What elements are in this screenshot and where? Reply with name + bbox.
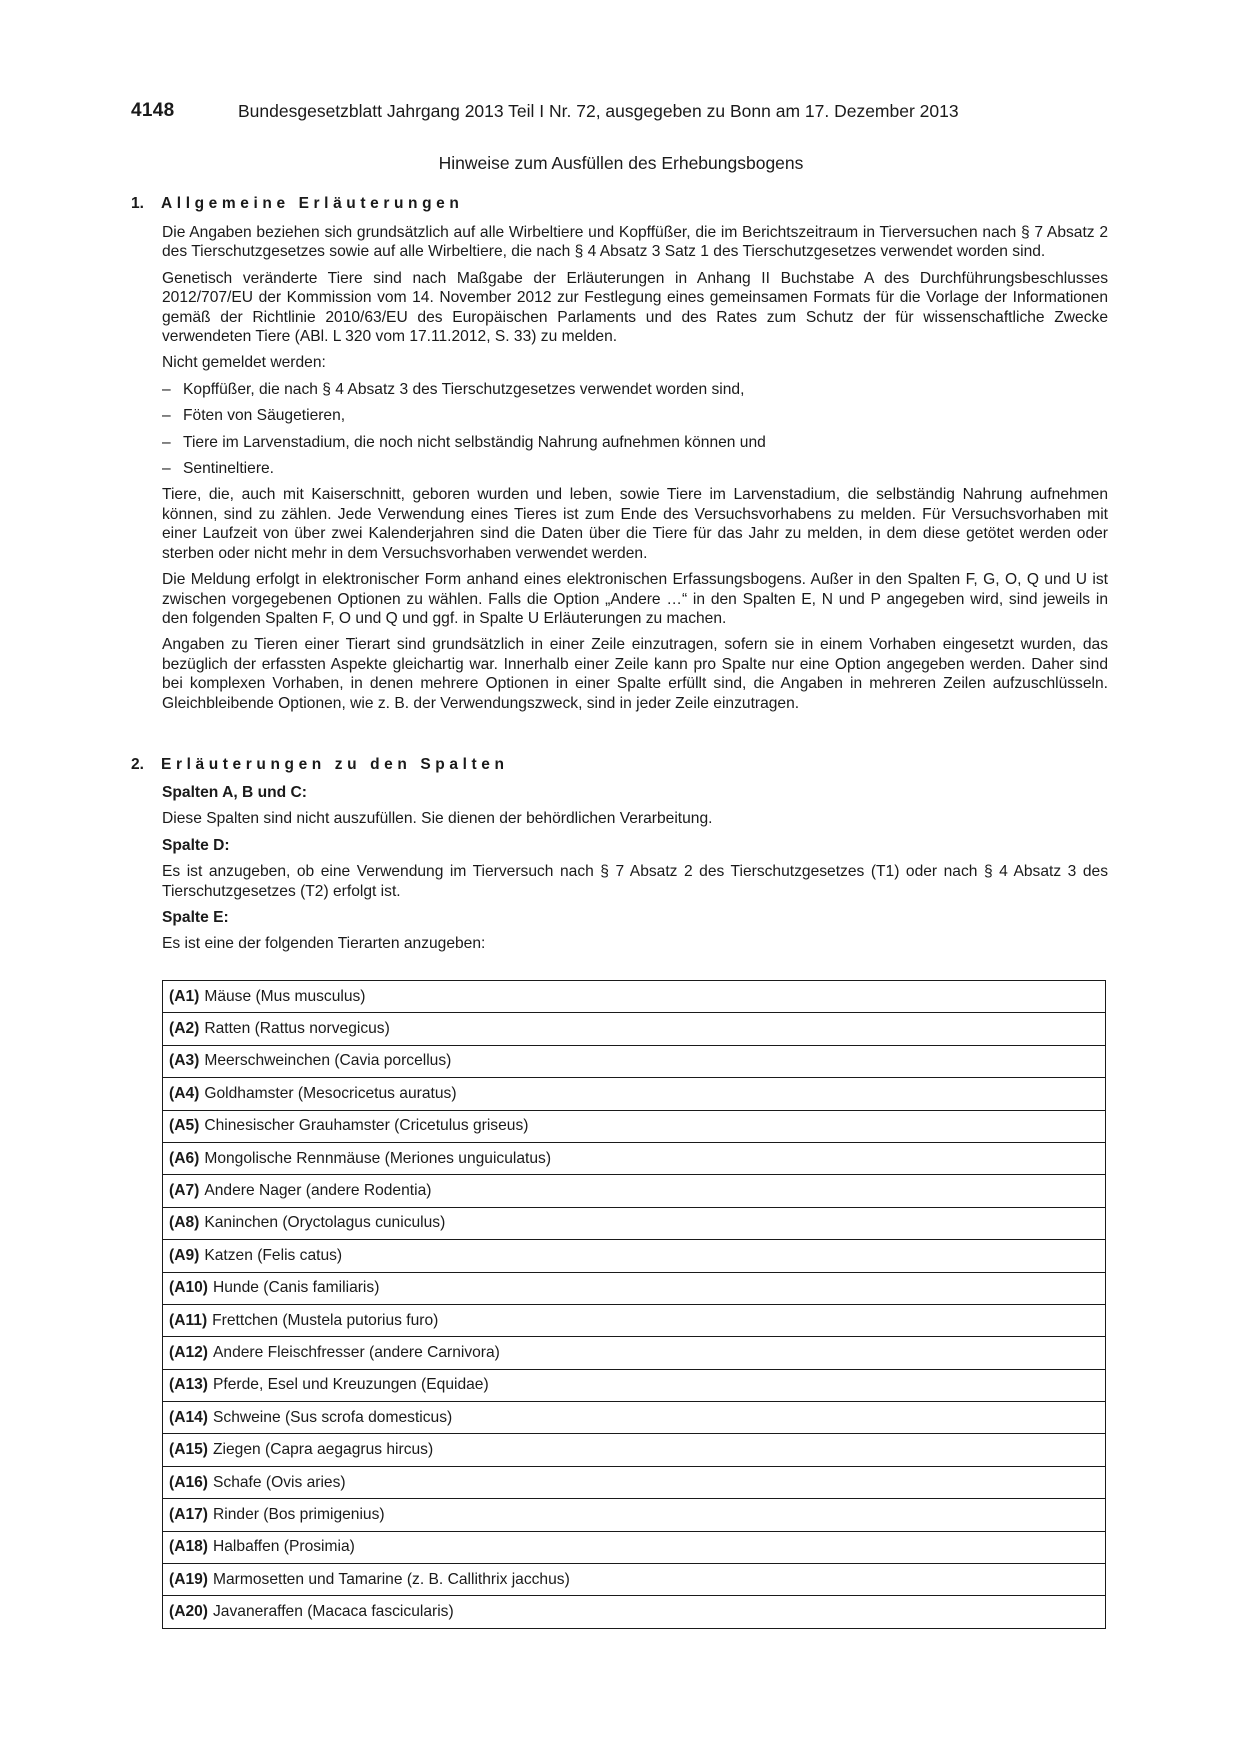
species-name: Ziegen (Capra aegagrus hircus)	[213, 1441, 434, 1459]
table-row	[163, 1499, 1106, 1531]
species-name: Rinder (Bos primigenius)	[213, 1505, 385, 1523]
paragraph: Angaben zu Tieren einer Tierart sind grundsätzlich in einer Zeile einzutragen, sofern sie in einem Vorhaben eingesetzt wurden, das bezüglich der erfassten Aspekte gleichartig war. Innerhalb einer Zeile kann pro Spalte nur eine Option angegeben werden. Daher sind bei komplexen Vorhaben, in denen mehrere Optionen in einer Spalte erfüllt sind, die Angaben in mehreren Zeilen aufzuschlüsseln. Gleichbleibende Optionen, wie z. B. der Verwendungszweck, sind in jeder Zeile einzutragen.	[162, 636, 1108, 712]
species-code: (A4)	[169, 1084, 200, 1102]
species-code: (A15)	[169, 1441, 208, 1459]
species-name: Javaneraffen (Macaca fascicularis)	[213, 1603, 454, 1621]
species-name: Marmosetten und Tamarine (z. B. Callithrix jacchus)	[213, 1570, 570, 1588]
section-2-body	[162, 783, 1108, 954]
dash-marker: –	[162, 380, 171, 398]
species-name: Frettchen (Mustela putorius furo)	[212, 1311, 439, 1329]
table-row	[163, 1337, 1106, 1369]
subheading-column-e: Spalte E:	[162, 909, 229, 927]
species-code: (A6)	[169, 1149, 200, 1167]
species-name: Katzen (Felis catus)	[204, 1246, 343, 1264]
table-cell	[163, 1142, 1106, 1174]
table-cell	[163, 1207, 1106, 1239]
paragraph: Die Angaben beziehen sich grundsätzlich auf alle Wirbeltiere und Kopffüßer, die im Berichtszeitraum in Tierversuchen nach § 7 Absatz 2 des Tierschutzgesetzes sowie auf alle Wirbeltiere, die nach § 4 Absatz 3 Satz 1 des Tierschutzgesetzes verwendet worden sind.	[162, 224, 1108, 261]
species-code: (A17)	[169, 1505, 208, 1523]
list-item	[162, 433, 1108, 452]
table-cell	[163, 1402, 1106, 1434]
running-head: Bundesgesetzblatt Jahrgang 2013 Teil I Nr. 72, ausgegeben zu Bonn am 17. Dezember 2013	[238, 101, 959, 121]
table-cell	[163, 1013, 1106, 1045]
table-row	[163, 1110, 1106, 1142]
section-2-heading	[131, 756, 509, 774]
species-code: (A1)	[169, 987, 200, 1005]
table-cell	[163, 1596, 1106, 1628]
table-row	[163, 1402, 1106, 1434]
table-cell	[163, 1499, 1106, 1531]
paragraph: Nicht gemeldet werden:	[162, 354, 326, 372]
species-code: (A14)	[169, 1408, 208, 1426]
page-number: 4148	[131, 100, 175, 121]
table-cell	[163, 1369, 1106, 1401]
dash-marker: –	[162, 433, 171, 451]
table-cell	[163, 1564, 1106, 1596]
section-2-title: Erläuterungen zu den Spalten	[161, 756, 509, 773]
species-name: Chinesischer Grauhamster (Cricetulus griseus)	[204, 1117, 529, 1135]
list-item-text: Sentineltiere.	[183, 460, 275, 478]
table-cell	[163, 1240, 1106, 1272]
table-row	[163, 1045, 1106, 1077]
paragraph: Genetisch veränderte Tiere sind nach Maßgabe der Erläuterungen in Anhang II Buchstabe A des Durchführungsbeschlusses 2012/707/EU der Kommission vom 14. November 2012 zur Festlegung eines gemeinsamen Formats für die Vorlage der Informationen gemäß der Richtlinie 2010/63/EU des Europäischen Parlaments und des Rates zum Schutz der für wissenschaftliche Zwecke verwendeten Tiere (ABl. L 320 vom 17.11.2012, S. 33) zu melden.	[162, 269, 1108, 346]
dash-marker: –	[162, 460, 171, 478]
paragraph: Diese Spalten sind nicht auszufüllen. Sie dienen der behördlichen Verarbeitung.	[162, 810, 713, 828]
species-code: (A16)	[169, 1473, 208, 1491]
species-name: Mongolische Rennmäuse (Meriones unguiculatus)	[204, 1149, 552, 1167]
species-code: (A20)	[169, 1603, 208, 1621]
list-item-text: Tiere im Larvenstadium, die noch nicht selbständig Nahrung aufnehmen können und	[183, 433, 766, 451]
page-header	[131, 100, 1111, 126]
table-row	[163, 1564, 1106, 1596]
document-title: Hinweise zum Ausfüllen des Erhebungsbogens	[438, 153, 804, 173]
section-2-number: 2.	[131, 756, 144, 773]
table-cell	[163, 1175, 1106, 1207]
section-1-number: 1.	[131, 195, 144, 212]
species-name: Schafe (Ovis aries)	[213, 1473, 346, 1491]
table-row	[163, 1175, 1106, 1207]
species-code: (A12)	[169, 1343, 208, 1361]
table-cell	[163, 981, 1106, 1013]
species-name: Andere Fleischfresser (andere Carnivora)	[213, 1343, 500, 1361]
species-name: Halbaffen (Prosimia)	[213, 1538, 355, 1556]
species-code: (A8)	[169, 1214, 200, 1232]
species-name: Mäuse (Mus musculus)	[204, 987, 366, 1005]
species-code: (A5)	[169, 1117, 200, 1135]
paragraph: Tiere, die, auch mit Kaiserschnitt, geboren wurden und leben, sowie Tiere im Larvenstadium, die selbständig Nahrung aufnehmen können, sind zu zählen. Jede Verwendung eines Tieres ist zum Ende des Versuchsvorhabens zu melden. Für Versuchsvorhaben mit einer Laufzeit von über zwei Kalenderjahren sind die Daten über die Tiere für das Jahr zu melden, in dem diese getötet werden oder sterben oder nicht mehr in dem Versuchsvorhaben verwendet werden.	[162, 486, 1108, 562]
species-code: (A19)	[169, 1570, 208, 1588]
table-cell	[163, 1466, 1106, 1498]
table-row	[163, 1142, 1106, 1174]
species-name: Kaninchen (Oryctolagus cuniculus)	[204, 1214, 446, 1232]
table-cell	[163, 1272, 1106, 1304]
paragraph: Es ist anzugeben, ob eine Verwendung im Tierversuch nach § 7 Absatz 2 des Tierschutzgesetzes (T1) oder nach § 4 Absatz 3 des Tierschutzgesetzes (T2) erfolgt ist.	[162, 863, 1108, 900]
species-code: (A3)	[169, 1052, 200, 1070]
subheading-columns-abc: Spalten A, B und C:	[162, 784, 307, 801]
table-row	[163, 1466, 1106, 1498]
table-cell	[163, 1531, 1106, 1563]
table-cell	[163, 1045, 1106, 1077]
table-row	[163, 1434, 1106, 1466]
section-1-title: Allgemeine Erläuterungen	[161, 195, 464, 212]
species-code: (A11)	[169, 1311, 208, 1329]
table-row	[163, 1304, 1106, 1336]
species-name: Pferde, Esel und Kreuzungen (Equidae)	[213, 1376, 489, 1394]
section-1-heading	[131, 195, 463, 213]
paragraph: Die Meldung erfolgt in elektronischer Form anhand eines elektronischen Erfassungsbogens. Außer in den Spalten F, G, O, Q und U ist zwischen vorgegebenen Optionen zu wählen. Falls die Option „Andere …“ in den Spalten E, N und P angegeben wird, sind jeweils in den folgenden Spalten F, O und Q und ggf. in Spalte U Erläuterungen zu machen.	[162, 571, 1108, 627]
species-name: Hunde (Canis familiaris)	[213, 1279, 380, 1297]
table-row	[163, 981, 1106, 1013]
species-name: Meerschweinchen (Cavia porcellus)	[204, 1052, 452, 1070]
species-name: Goldhamster (Mesocricetus auratus)	[204, 1084, 457, 1102]
table-row	[163, 1207, 1106, 1239]
subheading-column-d: Spalte D:	[162, 836, 230, 854]
list-item	[162, 459, 1108, 478]
species-code: (A9)	[169, 1246, 200, 1264]
table-row	[163, 1078, 1106, 1110]
table-cell	[163, 1434, 1106, 1466]
table-cell	[163, 1304, 1106, 1336]
species-table-body	[163, 981, 1106, 1629]
table-cell	[163, 1078, 1106, 1110]
species-name: Andere Nager (andere Rodentia)	[204, 1182, 432, 1200]
section-1-body	[162, 223, 1108, 713]
species-code: (A2)	[169, 1020, 200, 1038]
species-code: (A18)	[169, 1538, 208, 1556]
table-row	[163, 1240, 1106, 1272]
species-code: (A7)	[169, 1182, 200, 1200]
dash-marker: –	[162, 407, 171, 425]
table-row	[163, 1596, 1106, 1628]
species-table	[162, 980, 1106, 1629]
table-cell	[163, 1337, 1106, 1369]
list-item-text: Kopffüßer, die nach § 4 Absatz 3 des Tierschutzgesetzes verwendet worden sind,	[183, 380, 745, 398]
table-cell	[163, 1110, 1106, 1142]
list-item	[162, 380, 1108, 399]
species-name: Schweine (Sus scrofa domesticus)	[213, 1408, 453, 1426]
species-code: (A10)	[169, 1279, 208, 1297]
list-item	[162, 406, 1108, 425]
table-row	[163, 1531, 1106, 1563]
species-name: Ratten (Rattus norvegicus)	[204, 1020, 390, 1038]
paragraph: Es ist eine der folgenden Tierarten anzugeben:	[162, 935, 486, 953]
table-row	[163, 1013, 1106, 1045]
table-row	[163, 1369, 1106, 1401]
table-row	[163, 1272, 1106, 1304]
species-code: (A13)	[169, 1376, 208, 1394]
list-item-text: Föten von Säugetieren,	[183, 407, 346, 425]
